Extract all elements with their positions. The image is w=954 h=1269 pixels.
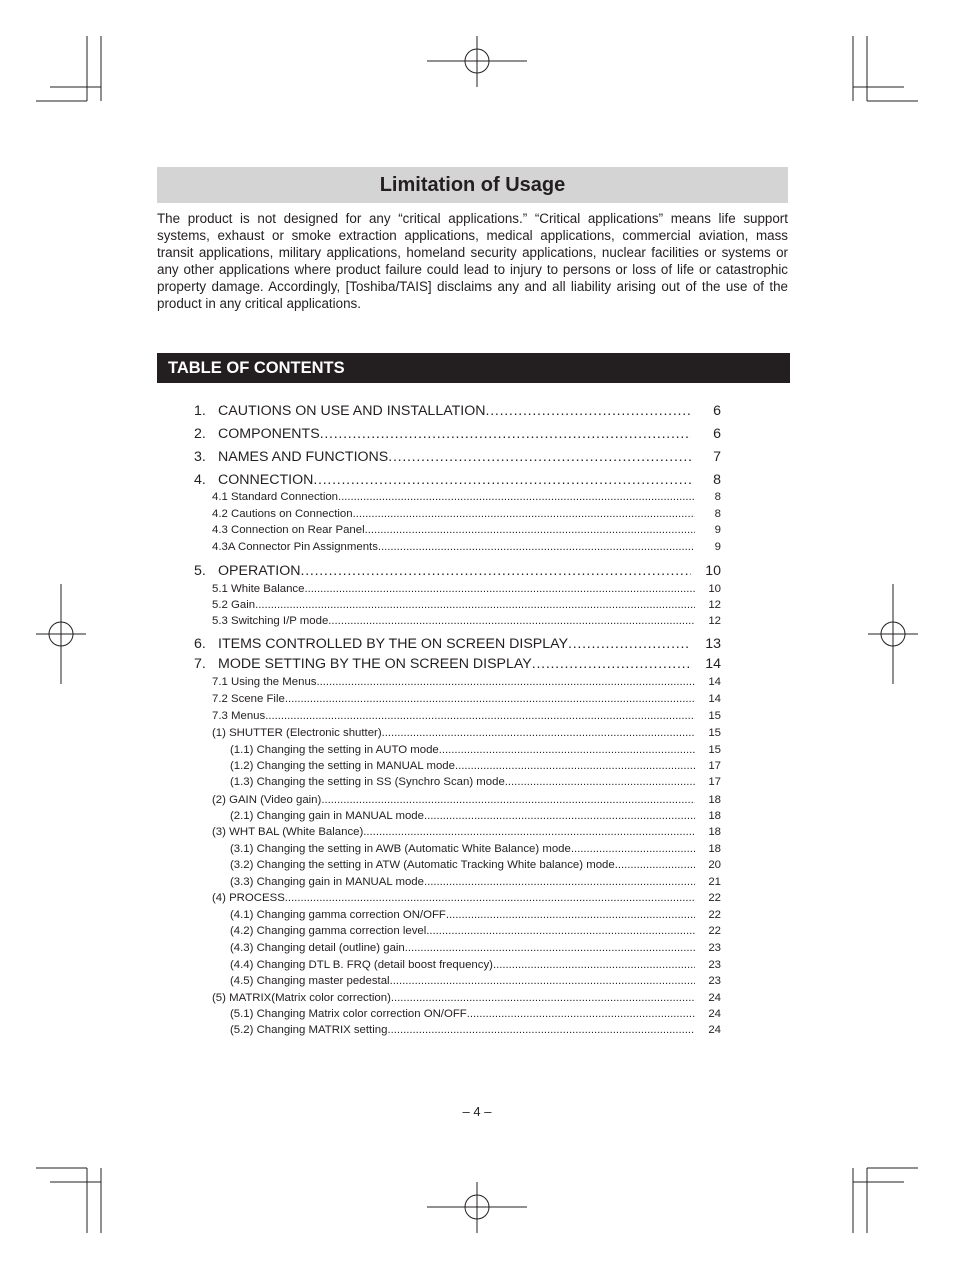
toc-entry-number: 3. <box>194 449 206 465</box>
toc-leader-dots <box>467 1008 695 1020</box>
toc-leader-dots <box>486 403 691 419</box>
toc-leader-dots <box>571 843 695 855</box>
toc-entry-page: 18 <box>708 810 721 822</box>
toc-entry-page: 12 <box>708 615 721 627</box>
toc-entry-page: 10 <box>705 563 721 579</box>
toc-entry <box>212 541 721 556</box>
toc-entry-title: (3.3) Changing gain in MANUAL mode <box>230 876 424 888</box>
toc-entry-title: NAMES AND FUNCTIONS <box>218 449 389 465</box>
toc-entry-page: 6 <box>713 403 721 419</box>
toc-heading: TABLE OF CONTENTS <box>157 353 790 383</box>
toc-entry-page: 8 <box>714 491 721 503</box>
toc-entry-title: (3.1) Changing the setting in AWB (Automatic White Balance) mode <box>230 843 571 855</box>
toc-entry-title: ITEMS CONTROLLED BY THE ON SCREEN DISPLAY <box>218 636 569 652</box>
toc-entry-number: 2. <box>194 426 206 442</box>
toc-entry-title: (4.5) Changing master pedestal <box>230 975 390 987</box>
toc-entry <box>212 892 721 907</box>
toc-entry-title: CONNECTION <box>218 472 314 488</box>
toc-entry-title: (1.2) Changing the setting in MANUAL mode <box>230 760 455 772</box>
toc-leader-dots <box>439 744 695 756</box>
toc-entry <box>212 693 721 708</box>
toc-entry-title: (4.2) Changing gamma correction level <box>230 925 427 937</box>
toc-entry-page: 21 <box>708 876 721 888</box>
toc-entry-page: 9 <box>714 541 721 553</box>
toc-entry <box>212 794 721 809</box>
toc-entry-title: (5) MATRIX(Matrix color correction) <box>212 992 391 1004</box>
toc-entry-title: (3.2) Changing the setting in ATW (Automatic Tracking White balance) mode <box>230 859 615 871</box>
toc-leader-dots <box>493 959 695 971</box>
toc-leader-dots <box>320 426 691 442</box>
toc-entry <box>230 942 721 957</box>
toc-entry-number: 6. <box>194 636 206 652</box>
toc-leader-dots <box>424 876 695 888</box>
toc-leader-dots <box>363 826 695 838</box>
toc-entry-page: 23 <box>708 959 721 971</box>
page-number: – 4 – <box>462 1104 492 1119</box>
toc-entry-page: 18 <box>708 826 721 838</box>
toc-entry-page: 10 <box>708 583 721 595</box>
toc-entry-title: CAUTIONS ON USE AND INSTALLATION <box>218 403 486 419</box>
toc-entry <box>230 776 721 791</box>
toc-entry <box>194 426 721 444</box>
toc-leader-dots <box>316 676 695 688</box>
toc-entry <box>230 859 721 874</box>
toc-leader-dots <box>615 859 695 871</box>
toc-leader-dots <box>390 975 695 987</box>
toc-entry-number: 7. <box>194 656 206 672</box>
toc-entry-page: 14 <box>705 656 721 672</box>
toc-entry <box>230 975 721 990</box>
toc-entry <box>230 1008 721 1023</box>
toc-entry <box>212 508 721 523</box>
toc-entry-title: (3) WHT BAL (White Balance) <box>212 826 364 838</box>
toc-entry-title: 7.1 Using the Menus <box>212 676 317 688</box>
toc-entry <box>212 727 721 742</box>
toc-entry-title: (5.1) Changing Matrix color correction ON/OFF <box>230 1008 467 1020</box>
toc-entry <box>230 876 721 891</box>
toc-entry <box>212 826 721 841</box>
toc-leader-dots <box>285 693 695 705</box>
toc-entry <box>230 1024 721 1039</box>
toc-leader-dots <box>388 449 691 465</box>
toc-entry-page: 15 <box>708 727 721 739</box>
toc-entry-title: 4.3 Connection on Rear Panel <box>212 524 365 536</box>
toc-leader-dots <box>328 615 695 627</box>
toc-entry-page: 13 <box>705 636 721 652</box>
toc-entry-number: 5. <box>194 563 206 579</box>
toc-entry-title: 5.2 Gain <box>212 599 256 611</box>
limitation-body: The product is not designed for any “critical applications.” “Critical applications” means life support systems, exhaust or smoke extraction applications, medical applications, commercial aviation, mass transit applications, military applications, homeland security applications, nuclear facilities or systems or any other applications where product failure could lead to injury to persons or loss of life or catastrophic property damage. Accordingly, [Toshiba/TAIS] disclaims any and all liability arising out of the use of the product in any critical applications. <box>157 211 788 312</box>
toc-entry <box>230 760 721 775</box>
toc-leader-dots <box>285 892 695 904</box>
toc-entry <box>194 403 721 421</box>
toc-entry-page: 15 <box>708 744 721 756</box>
toc-entry-page: 8 <box>713 472 721 488</box>
toc-entry <box>230 925 721 940</box>
toc-entry-page: 23 <box>708 975 721 987</box>
toc-entry-page: 18 <box>708 794 721 806</box>
toc-entry-title: OPERATION <box>218 563 301 579</box>
toc-entry <box>212 992 721 1007</box>
toc-entry-title: (4) PROCESS <box>212 892 285 904</box>
toc-entry <box>230 810 721 825</box>
toc-entry-page: 18 <box>708 843 721 855</box>
toc-entry-title: (2.1) Changing gain in MANUAL mode <box>230 810 424 822</box>
toc-entry <box>212 491 721 506</box>
toc-entry-page: 24 <box>708 1008 721 1020</box>
toc-entry-page: 9 <box>714 524 721 536</box>
toc-entry-page: 20 <box>708 859 721 871</box>
toc-leader-dots <box>382 727 695 739</box>
toc-entry-title: (4.1) Changing gamma correction ON/OFF <box>230 909 446 921</box>
toc-entry <box>194 449 721 467</box>
toc-entry-page: 12 <box>708 599 721 611</box>
toc-entry-page: 22 <box>708 909 721 921</box>
toc-leader-dots <box>338 491 695 503</box>
toc-entry-title: (1.1) Changing the setting in AUTO mode <box>230 744 439 756</box>
toc-entry-title: 5.1 White Balance <box>212 583 305 595</box>
toc-leader-dots <box>391 992 695 1004</box>
toc-entry-title: MODE SETTING BY THE ON SCREEN DISPLAY <box>218 656 532 672</box>
toc-entry-title: 7.3 Menus <box>212 710 266 722</box>
toc-entry-page: 14 <box>708 693 721 705</box>
toc-entry <box>212 710 721 725</box>
toc-entry <box>212 583 721 598</box>
toc-entry-number: 1. <box>194 403 206 419</box>
toc-leader-dots <box>313 472 691 488</box>
toc-entry-page: 17 <box>708 776 721 788</box>
toc-entry-page: 22 <box>708 892 721 904</box>
toc-leader-dots <box>405 942 695 954</box>
toc-leader-dots <box>265 710 695 722</box>
toc-entry-title: 4.3A Connector Pin Assignments <box>212 541 378 553</box>
toc-entry-title: (1) SHUTTER (Electronic shutter) <box>212 727 382 739</box>
toc-entry <box>230 959 721 974</box>
toc-leader-dots <box>304 583 695 595</box>
toc-entry-page: 15 <box>708 710 721 722</box>
toc-entry-title: (4.4) Changing DTL B. FRQ (detail boost frequency) <box>230 959 493 971</box>
toc-leader-dots <box>301 563 691 579</box>
toc-entry <box>194 472 721 490</box>
toc-entry-title: (1.3) Changing the setting in SS (Synchro Scan) mode <box>230 776 505 788</box>
toc-entry-page: 17 <box>708 760 721 772</box>
toc-entry-page: 22 <box>708 925 721 937</box>
toc-entry-page: 23 <box>708 942 721 954</box>
limitation-title: Limitation of Usage <box>157 167 788 203</box>
toc-leader-dots <box>426 925 695 937</box>
toc-entry-title: 7.2 Scene File <box>212 693 285 705</box>
toc-leader-dots <box>455 760 695 772</box>
toc-entry <box>194 563 721 581</box>
toc-entry <box>230 909 721 924</box>
toc-leader-dots <box>321 794 695 806</box>
toc-leader-dots <box>446 909 695 921</box>
toc-leader-dots <box>424 810 695 822</box>
toc-entry-page: 24 <box>708 992 721 1004</box>
toc-entry <box>212 599 721 614</box>
toc-entry-page: 24 <box>708 1024 721 1036</box>
toc-leader-dots <box>378 541 695 553</box>
toc-entry-page: 7 <box>713 449 721 465</box>
toc-entry-page: 8 <box>714 508 721 520</box>
toc-entry <box>212 615 721 630</box>
toc-leader-dots <box>387 1024 695 1036</box>
toc-entry-title: 5.3 Switching I/P mode <box>212 615 329 627</box>
toc-entry <box>212 676 721 691</box>
toc-entry-page: 14 <box>708 676 721 688</box>
toc-entry-title: 4.2 Cautions on Connection <box>212 508 353 520</box>
toc-entry-title: 4.1 Standard Connection <box>212 491 339 503</box>
toc-leader-dots <box>532 656 691 672</box>
toc-entry-title: (4.3) Changing detail (outline) gain <box>230 942 405 954</box>
toc-entry <box>230 744 721 759</box>
toc-entry <box>230 843 721 858</box>
toc-entry-number: 4. <box>194 472 206 488</box>
toc-leader-dots <box>365 524 695 536</box>
toc-entry-title: (5.2) Changing MATRIX setting <box>230 1024 388 1036</box>
toc-entry-title: (2) GAIN (Video gain) <box>212 794 322 806</box>
toc-leader-dots <box>255 599 695 611</box>
toc-leader-dots <box>505 776 695 788</box>
toc-leader-dots <box>568 636 691 652</box>
toc-entry-title: COMPONENTS <box>218 426 320 442</box>
toc-leader-dots <box>353 508 695 520</box>
toc-entry <box>194 636 721 654</box>
toc-entry <box>194 656 721 674</box>
toc-entry <box>212 524 721 539</box>
toc-entry-page: 6 <box>713 426 721 442</box>
